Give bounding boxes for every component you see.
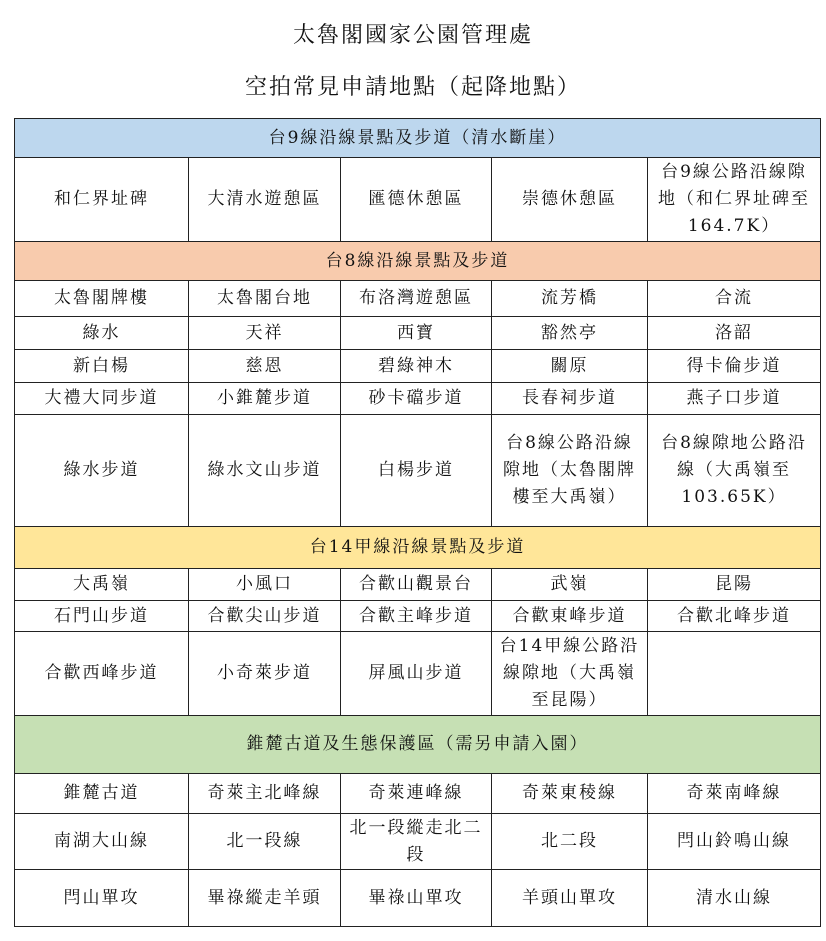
section-heading: 台14甲線沿線景點及步道 (15, 527, 821, 569)
location-cell: 閂山鈴鳴山線 (648, 814, 821, 870)
location-cell: 台8線公路沿線隙地（太魯閣牌樓至大禹嶺） (492, 415, 648, 527)
location-cell: 合歡西峰步道 (15, 632, 189, 716)
locations-table (14, 118, 821, 927)
table-row (15, 774, 821, 814)
table-row (15, 281, 821, 317)
location-cell: 合歡主峰步道 (341, 601, 492, 632)
location-cell: 羊頭山單攻 (492, 870, 648, 927)
location-cell: 大禹嶺 (15, 569, 189, 601)
location-cell: 大清水遊憩區 (189, 158, 341, 242)
section-header-row (15, 527, 821, 569)
location-cell: 小風口 (189, 569, 341, 601)
location-cell: 和仁界址碑 (15, 158, 189, 242)
location-cell: 砂卡礑步道 (341, 383, 492, 415)
location-cell: 清水山線 (648, 870, 821, 927)
location-cell: 匯德休憩區 (341, 158, 492, 242)
location-cell: 南湖大山線 (15, 814, 189, 870)
location-cell: 西寶 (341, 317, 492, 350)
location-cell: 北二段 (492, 814, 648, 870)
table-row (15, 814, 821, 870)
table-row (15, 601, 821, 632)
location-cell: 台8線隙地公路沿線（大禹嶺至103.65K） (648, 415, 821, 527)
location-cell: 武嶺 (492, 569, 648, 601)
location-cell: 太魯閣牌樓 (15, 281, 189, 317)
location-cell: 關原 (492, 350, 648, 383)
location-cell (648, 632, 821, 716)
table-row (15, 158, 821, 242)
location-cell: 畢祿山單攻 (341, 870, 492, 927)
table-row (15, 383, 821, 415)
location-cell: 新白楊 (15, 350, 189, 383)
location-cell: 奇萊連峰線 (341, 774, 492, 814)
location-cell: 合歡山觀景台 (341, 569, 492, 601)
section-heading: 台8線沿線景點及步道 (15, 242, 821, 281)
table-row (15, 317, 821, 350)
location-cell: 小奇萊步道 (189, 632, 341, 716)
location-cell: 慈恩 (189, 350, 341, 383)
document-title: 太魯閣國家公園管理處 (292, 23, 533, 48)
table-row (15, 569, 821, 601)
location-cell: 合歡東峰步道 (492, 601, 648, 632)
location-cell: 屏風山步道 (341, 632, 492, 716)
location-cell: 錐麓古道 (15, 774, 189, 814)
section-header-row (15, 119, 821, 158)
location-cell: 奇萊東稜線 (492, 774, 648, 814)
location-cell: 綠水步道 (15, 415, 189, 527)
location-cell: 洛韶 (648, 317, 821, 350)
location-cell: 豁然亭 (492, 317, 648, 350)
table-row (15, 632, 821, 716)
location-cell: 昆陽 (648, 569, 821, 601)
location-cell: 燕子口步道 (648, 383, 821, 415)
location-cell: 閂山單攻 (15, 870, 189, 927)
location-cell: 合流 (648, 281, 821, 317)
location-cell: 綠水 (15, 317, 189, 350)
location-cell: 布洛灣遊憩區 (341, 281, 492, 317)
location-cell: 白楊步道 (341, 415, 492, 527)
location-cell: 太魯閣台地 (189, 281, 341, 317)
location-cell: 奇萊主北峰線 (189, 774, 341, 814)
location-cell: 碧綠神木 (341, 350, 492, 383)
location-cell: 石門山步道 (15, 601, 189, 632)
location-cell: 天祥 (189, 317, 341, 350)
section-header-row (15, 242, 821, 281)
location-cell: 合歡北峰步道 (648, 601, 821, 632)
location-cell: 得卡倫步道 (648, 350, 821, 383)
location-cell: 台9線公路沿線隙地（和仁界址碑至164.7K） (648, 158, 821, 242)
document-subtitle: 空拍常見申請地點（起降地點） (244, 75, 581, 100)
location-cell: 綠水文山步道 (189, 415, 341, 527)
table-row (15, 350, 821, 383)
location-cell: 奇萊南峰線 (648, 774, 821, 814)
location-cell: 北一段縱走北二段 (341, 814, 492, 870)
section-header-row (15, 716, 821, 774)
table-row (15, 415, 821, 527)
location-cell: 大禮大同步道 (15, 383, 189, 415)
section-heading: 錐麓古道及生態保護區（需另申請入園） (15, 716, 821, 774)
table-row (15, 870, 821, 927)
location-cell: 台14甲線公路沿線隙地（大禹嶺至昆陽） (492, 632, 648, 716)
location-cell: 流芳橋 (492, 281, 648, 317)
location-cell: 長春祠步道 (492, 383, 648, 415)
location-cell: 北一段線 (189, 814, 341, 870)
location-cell: 崇德休憩區 (492, 158, 648, 242)
location-cell: 畢祿縱走羊頭 (189, 870, 341, 927)
section-heading: 台9線沿線景點及步道（清水斷崖） (15, 119, 821, 158)
location-cell: 小錐麓步道 (189, 383, 341, 415)
location-cell: 合歡尖山步道 (189, 601, 341, 632)
